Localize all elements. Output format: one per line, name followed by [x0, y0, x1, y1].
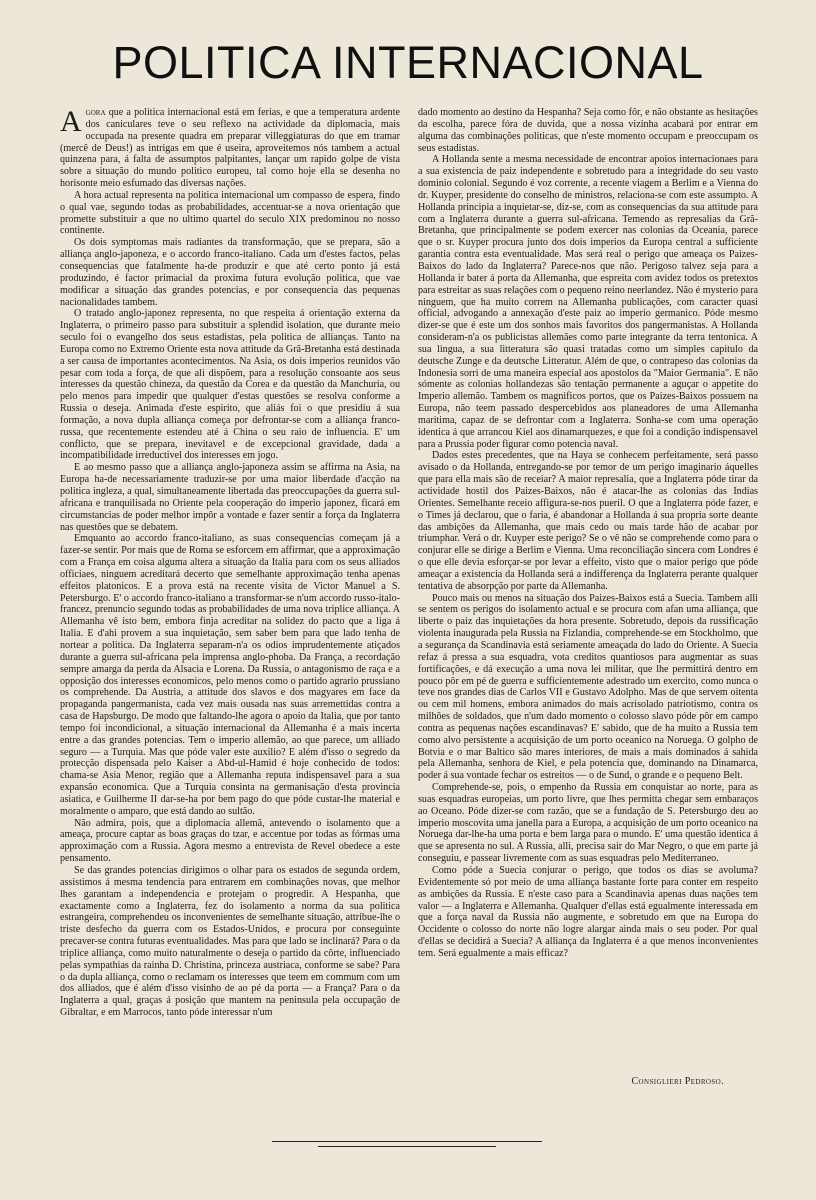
paragraph	[60, 107, 400, 190]
paragraph: Como póde a Suecia conjurar o perigo, que todos os dias se avoluma? Evidentemente só por meio de uma alliança bastante forte para conter em respeito as ambições da Russia. E n'este caso para a Scandinavia apenas duas nações tem valor — a Inglaterra e Allemanha. Qualquer d'ellas está egualmente interessada em que a força naval da Russia não augmente, e sobretudo em que na Europa do Occidente o colosso do norte não logre alargar ainda mais o seu poder. Por qual d'ellas se decidirá a Suecia? A alliança da Inglaterra é a que menos inconvenientes tem. Será egualmente a mais efficaz?	[418, 865, 758, 959]
paragraph: Dados estes precedentes, que na Haya se conhecem perfeitamente, será passo avisado o da Hollanda, entregando-se por temor de um perigo imaginario áquelles que para ella mais são de receiar? A maior represalia, que a Inglaterra póde tirar da actividade hostil dos Paizes-Baixos, não é atacar-lhe as colonias das Indias Orientes. Semelhante receio affigura-se-nos pueril. O que a Inglaterra póde fazer, e o Times já declarou, que o faria, é abandonar a Hollanda á sua propria sorte deante das ambições da Allemanha, que mais cedo ou mais tarde hão de acabar por triumphar. Verá o dr. Kuyper este perigo? Se o vê não se comprehende como para o conjurar elle se dirige a Berlim e Vienna. Uma reconciliação sincera com Londres é o que elle devia esforçar-se por levar a effeito, visto que o maior perigo que póde ameaçar a existencia da Hollanda será a indifferença da Inglaterra perante qualquer tentativa de absorpção por parte da Allemanha.	[418, 450, 758, 592]
lead-small-caps: gora	[85, 107, 106, 118]
article-title: POLITICA INTERNACIONAL	[112, 37, 704, 88]
right-column	[418, 107, 758, 960]
paragraph: O tratado anglo-japonez representa, no que respeita á orientação externa da Inglaterra, o primeiro passo para substituir a splendid isolation, que durante meio seculo foi o evangelho dos seus estadistas, pela politica de allianças. Tanto na Europa como no Extremo Oriente esta nova attitude da Grã-Bretanha está destinada a ser causa de importantes acontecimentos. Na Asia, os dois imperios reunidos vão pesar com toda a força, de que ali dispõem, para a resolução consoante aos seus interesses da questão chineza, da questão da Corea e da questão da Manchuria, ou pelo menos para impedir que qualquer d'estas questões se resolva conforme a Russia o deseja. Animada d'este espirito, que aliás foi o que presidiu á sua formação, a nova dupla alliança começa por defrontar-se com a alliança franco-russa, que recentemente estendeu até á China o seu raio de influencia. E' um conflicto, que se prepara, inevitavel e de excepcional gravidade, dada a incompatibilidade irreductivel dos interesses em jogo.	[60, 308, 400, 462]
paragraph: Os dois symptomas mais radiantes da transformação, que se prepara, são a alliança anglo-japoneza, e o accordo franco-italiano. Cada um d'estes factos, pelas consequencias que fatalmente ha-de produzir e que até certo ponto já está produzindo, é factor primacial da proxima futura evolução politica, que vae modificar a situação das grandes potencias, e por consequencia das pequenas nacionalidades tambem.	[60, 237, 400, 308]
paragraph: Se das grandes potencias dirigimos o olhar para os estados de segunda ordem, assistimos á mesma tendencia para entrarem em combinações novas, que melhor lhes garantam a independencia e protejam o progredir. A Hespanha, que exactamente como a Inglaterra, fez do isolamento a norma da sua politica estrangeira, comprehendeu os inconvenientes de semelhante situação, attribue-lhe o triste desfecho da guerra com os Estados-Unidos, e procura por conseguinte precaver-se contra futuras eventualidades. Mas para que lado se inclinará? Para o da triplice alliança, como muito naturalmente o deseja o partido da côrte, influenciado pelas sympathias da rainha D. Christina, princeza austriaca, conforme se sabe? Para o da dupla alliança, como o reclamam os interesses que teem em commum com um dos alliados, que é além d'isso visinho de ao pé da porta — a França? Para o da Inglaterra a qual, graças á posição que mantem na peninsula pela occupação de Gibraltar, e em Marrocos, tanto póde interessar n'um	[60, 865, 400, 1019]
author-signature: Consiglieri Pedroso.	[631, 1076, 724, 1087]
paragraph: Pouco mais ou menos na situação dos Paizes-Baixos está a Suecia. Tambem alli se sentem os perigos do isolamento actual e se procura com afan uma alliança, que liberte o paiz das inquietações da hora presente. Sobretudo, depois da russificação violenta inaugurada pela Russia na Fizlandia, comprehende-se em Stockholmo, que a segurança da Scandinavia está seriamente ameaçada do lado do Oriente. A Suecia refaz á pressa a sua esquadra, vota creditos quantiosos para augmentar as suas fortificações, e dá execução a uma nova lei militar, que lhe permittirá dentro em pouco pôr em pé de guerra e sufficientemente adestrado um exercito, como nunca o teve nos grandes dias de Carlos VII e Gustavo Adolpho. Mas de que servem oitenta ou cem mil homens, embora animados do mais acrisolado patriotismo, contra os milhões de soldados, que n'um dado momento o colosso slavo póde pôr em campo contra as pequenas nações escandinavas? E' sabido, que de ha muito a Russia tem como alvo persistente a acquisição de um porto oceanico na Noruega. O golpho de Botvia e o mar Baltico são mares interiores, de mais a mais dominados á sahida pela Allemanha, senhora de Kiel, e pela potencia que, dominando na Dinamarca, poder á sua vontade fechar os estreitos — o de Sund, o grande e o pequeno Belt.	[418, 592, 758, 782]
paragraph: Emquanto ao accordo franco-italiano, as suas consequencias começam já a fazer-se sentir. Por mais que de Roma se esforcem em affirmar, que a approximação com a França em coisa alguma altera a situação da Italia para com os seus alliados officiaes, ninguem acreditará decerto que semelhante approximação tenha apenas effeitos platonicos. E a prova está na recente visita de Victor Manuel a S. Petersburgo. E' o accordo franco-italiano a transformar-se n'um accordo russo-italo-francez, prenuncio segundo todas as probabilidades de uma nova triplice alliança. A Allemanha vê isto bem, embora finja acreditar na solidez do pacto que a liga á Italia. E d'ahi provem a sua inquietação, sem saber bem para que lado tenha de nortear a politica. Da Inglaterra separam-n'a os odios imprudentemente atiçados durante a guerra sul-africana pela imprensa anglo-phoba. Da França, a recordação sempre amarga da perda da Alsacia e Lorena. Da Russia, o antagonismo de raça e a opposição dos interesses economicos, pelo menos como o partido agrario prussiano os comprehende. Da Austria, a attitude dos slavos e dos magyares em face da propaganda pangermanista, cada vez mais ousada nas suas arremettidas contra a casa de Hapsburgo. De modo que faltando-lhe agora o apoio da Italia, que por tanto tempo foi incondicional, a situação internacional da Allemanha é a mais incerta entre a das grandes potencias. Tem o imperio allemão, ao que parece, um alliado seguro — a Turquia. Mas que póde valer este auxilio? E além d'isso o segredo da protecção dispensada pelo Kaiser a Abd-ul-Hamid é hoje conhecido de todos: chama-se Asia Menor, região que a Allemanha reputa indispensavel para a sua expansão economica. Que a Turquia consinta na germanisação d'esta provincia asiatica, e Guilherme II dar-se-ha por bem pago do que póde custar-lhe material e moralmente o amparo, que está dando ao sultão.	[60, 533, 400, 817]
paragraph: A Hollanda sente a mesma necessidade de encontrar apoios internacionaes para a sua existencia de paiz independente e sobretudo para a integridade do seu vasto dominio colonial. Segundo é voz corrente, a recente viagem a Berlim e a Vienna do dr. Kuyper, presidente do conselho de ministros, relaciona-se com este assumpto. A Hollanda principia a inquietar-se, diz-se, com as consequencias da sua attitude para com a Inglaterra durante a guerra sul-africana. Temendo as represalias da Grã-Bretanha, que principalmente se podem exercer nas colonias da Oceania, parece que o sr. Kuyper procura junto dos dois imperios da Europa central a sufficiente garantia contra esta eventualidade. Mas será real o perigo que ameaça os Paizes-Baixos do lado da Inglaterra? Parece-nos que não. Perigoso talvez seja para a Hollanda ir bater á porta da Allemanha, que espreita com avidez todos os pretextos para estreitar as suas relações com o pequeno reino neerlandez. Não é mysterio para ninguem, que ha muito correm na Allemanha publicações, com caracter quasi official, advogando a annexação d'este paiz ao imperio germanico. Póde mesmo dizer-se que é este um dos sonhos mais favoritos dos pangermanistas. A Hollanda consideram-n'a os publicistas allemães como parte integrante da terra tentonica. A sua lingua, a sua litteratura são quasi tratadas como um simples capitulo da deutsche Zunge e da deutsche Litteratur. Além de que, o contrapeso das colonias da Indonesia sorri de uma maneira especial aos apostolos da "Maior Germania". E não sómente as colonias hollandezas são tentação permanente a aguçar o appetite do Imperio allemão. Tambem os magnificos portos, que os Paizes-Baixos possuem na Europa, não teem passado despercebidos aos planeadores de uma Allemanha maritima, capaz de se defrontar com a Inglaterra. Sonha-se com uma operação identica á que arrancou Kiel aos dinamarquezes, e que foi a condição indispensavel para a Prussia poder figurar como potencia naval.	[418, 154, 758, 450]
paragraph: A hora actual representa na politica internacional um compasso de espera, findo o qual vae, segundo todas as probabilidades, accentuar-se a nova orientação que promette substituir a que no ultimo quartel do seculo XIX predominou no nosso continente.	[60, 189, 400, 237]
drop-cap: A	[60, 105, 82, 138]
paragraph: Não admira, pois, que a diplomacia allemã, antevendo o isolamento que a ameaça, procure captar as boas graças do tzar, e accentue por todas as fórmas uma approximação com a Russia. Agora mesmo a entrevista de Revel obedece a este pensamento.	[60, 817, 400, 865]
paragraph: Comprehende-se, pois, o empenho da Russia em conquistar ao norte, para as suas esquadras europeias, um porto livre, que lhes permitta chegar sem embaraços ao Oceano. Póde dizer-se com razão, que se a fundação de S. Petersburgo deu ao imperio moscovita uma janella para a Europa, a acquisição de um porto oceanico na Noruega dar-lhe-ha uma porta e bem larga para o mundo. E' uma questão identica á que se apresenta no sul. A Russia, alli, precisa sair do Mar Negro, o que em parte já conseguiu, e passear livremente com as suas esquadras pelo Mediterraneo.	[418, 782, 758, 865]
left-column	[60, 107, 400, 1019]
end-rule-long	[272, 1141, 542, 1142]
end-rule-short	[318, 1146, 496, 1147]
paragraph: E ao mesmo passo que a alliança anglo-japoneza assim se affirma na Asia, na Europa ha-de necessariamente traduzir-se por uma maior liberdade d'acção na politica ingleza, a qual, simultaneamente libertada das preoccupações da guerra sul-africana e tranquilisada no Oriente pela cooperação do imperio japonez, ficará em circumstancias de poder melhor impôr a vontade e fazer sentir a força da Inglaterra nas questões que se debatem.	[60, 462, 400, 533]
paragraph: dado momento ao destino da Hespanha? Seja como fôr, e não obstante as hesitações da escolha, parece fóra de duvida, que a nossa vizinha acabará por entrar em alguma das combinações politicas, que n'este momento occupam e preoccupam os seus estadistas.	[418, 107, 758, 154]
paragraph-text: que a politica internacional está em ferias, e que a temperatura ardente dos caniculares teve o seu reflexo na actividade da diplomacia, mais occupada na presente quadra em preparar villeggiaturas do que em tramar (mercê de Deus!) as intrigas em que é useira, aproveitemos nós tambem a actual quinzena para, á falta de assumptos palpitantes, lançar um rapido golpe de vista sobre a situação do mundo politico europeu, tal como hoje ella se desenha no horisonte meio esfumado das diversas nações.	[60, 107, 400, 190]
